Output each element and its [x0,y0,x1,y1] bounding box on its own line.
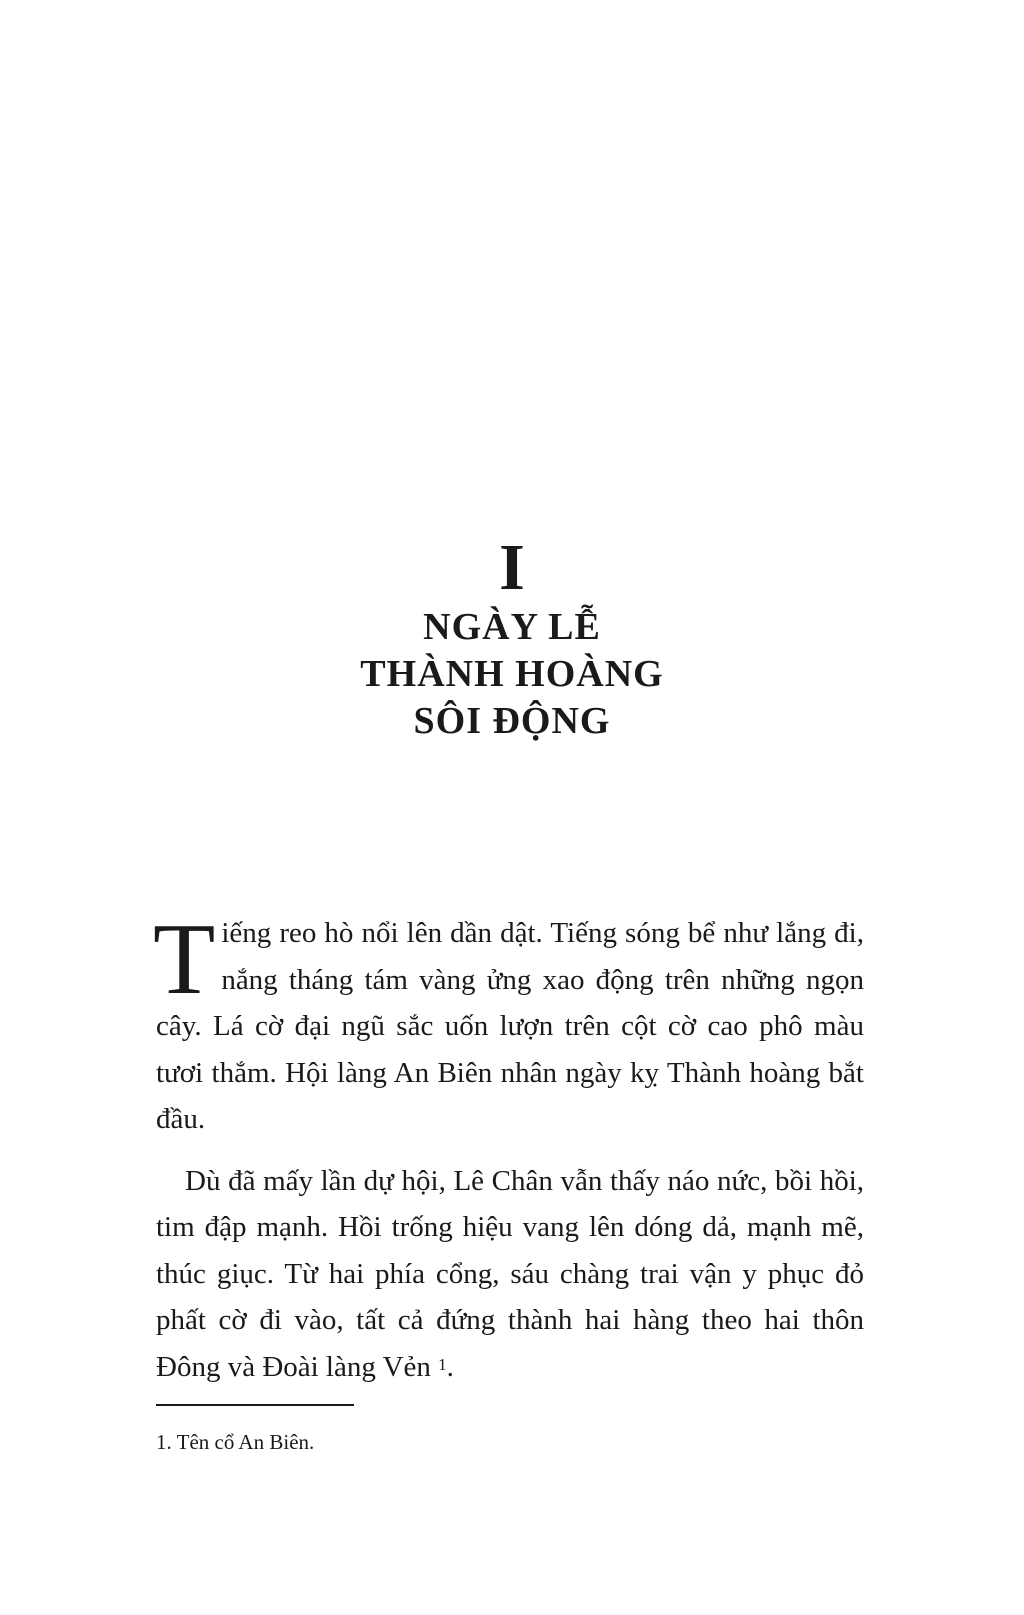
chapter-title-line-2: THÀNH HOÀNG [360,653,664,695]
footnote: 1. Tên cổ An Biên. [156,1430,315,1454]
body-text [153,903,864,1390]
paragraph-1 [153,903,864,1143]
paragraph-2-end: . [446,1350,454,1383]
chapter-title-line-3: SÔI ĐỘNG [413,700,611,742]
paragraph-1-text: iếng reo hò nổi lên dần dật. Tiếng sóng bể như lắng đi, nắng tháng tám vàng ửng xao động trên những ngọn cây. Lá cờ đại ngũ sắc uốn lượn trên cột cờ cao phô màu tươi thắm. Hội làng An Biên nhân ngày kỵ Thành hoàng bắt đầu. [156,917,864,1135]
chapter-title-line-1: NGÀY LỄ [423,606,601,648]
paragraph-2 [156,1158,864,1391]
chapter-number: I [499,531,525,604]
paragraph-2-text: Dù đã mấy lần dự hội, Lê Chân vẫn thấy náo nức, bồi hồi, tim đập mạnh. Hồi trống hiệu vang lên dóng dả, mạnh mẽ, thúc giục. Từ hai phía cổng, sáu chàng trai vận y phục đỏ phất cờ đi vào, tất cả đứng thành hai hàng theo hai thôn Đông và Đoài làng Vẻn [156,1164,864,1383]
drop-cap: T [153,903,216,1016]
footnote-reference[interactable]: 1 [438,1354,447,1374]
chapter-title [0,604,1024,745]
footnote-divider [156,1404,354,1406]
